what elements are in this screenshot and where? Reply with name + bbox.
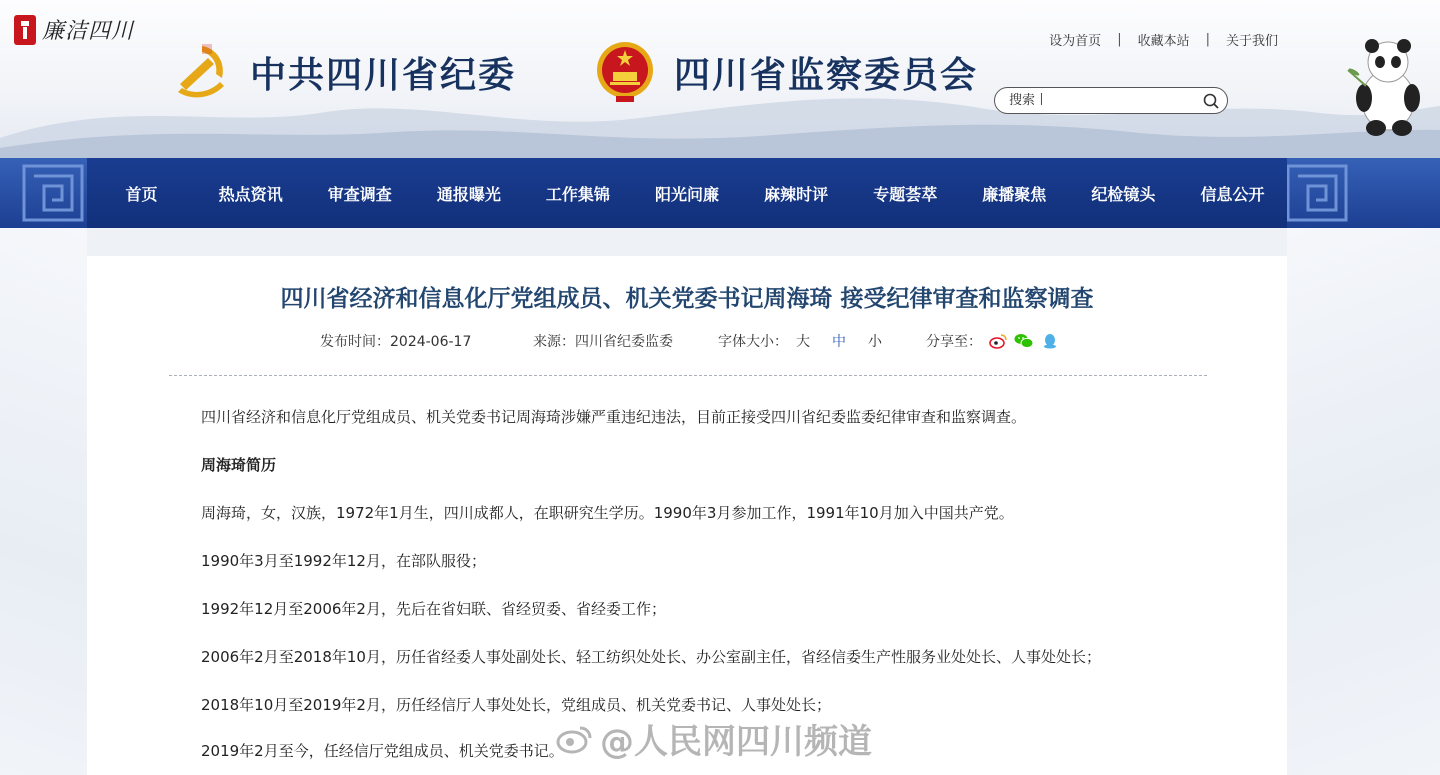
nav-item-sunshine[interactable]: 阳光问廉 (655, 184, 720, 204)
font-size-large[interactable]: 大 (796, 334, 810, 350)
nav-item-exposure[interactable]: 通报曝光 (436, 184, 501, 204)
link-divider: | (1117, 32, 1122, 47)
nav-item-hot-news[interactable]: 热点资讯 (218, 184, 283, 204)
qq-icon[interactable] (1040, 331, 1060, 351)
article-title: 四川省经济和信息化厅党组成员、机关党委书记周海琦 接受纪律审查和监察调查 (280, 286, 1094, 312)
org-supervise-block (594, 40, 978, 104)
share-label: 分享至： (926, 334, 982, 350)
main-nav (0, 158, 1440, 228)
article-meta (320, 331, 1066, 351)
nav-item-topics[interactable]: 专题荟萃 (873, 184, 938, 204)
fret-pattern-icon (1286, 164, 1348, 222)
article-panel (87, 256, 1287, 775)
resume-paragraph: 2019年2月至今，任经信厅党组成员、机关党委书记。 (201, 742, 564, 760)
link-divider: | (1205, 32, 1210, 47)
search-box (994, 87, 1228, 114)
fret-pattern-icon (22, 164, 84, 222)
bookmark-link[interactable]: 收藏本站 (1137, 34, 1190, 49)
font-size-medium[interactable]: 中 (832, 334, 846, 350)
top-links (1049, 30, 1278, 49)
org-party-name: 中共四川省纪委 (250, 54, 517, 96)
article-source: 来源：四川省纪委监委 (533, 334, 673, 350)
party-emblem-icon (172, 40, 232, 104)
watermark (556, 714, 872, 763)
resume-paragraph: 1992年12月至2006年2月，先后在省妇联、省经贸委、省经委工作； (201, 600, 666, 618)
nav-bar (87, 158, 1287, 228)
site-header (0, 0, 1440, 158)
resume-paragraph: 2018年10月至2019年2月，历任经信厅人事处处长，党组成员、机关党委书记、人事处处长； (201, 696, 831, 714)
panda-icon (1346, 30, 1426, 140)
nav-item-disclosure[interactable]: 信息公开 (1200, 184, 1265, 204)
wechat-icon[interactable] (1014, 331, 1034, 351)
resume-paragraph: 1990年3月至1992年12月，在部队服役； (201, 552, 486, 570)
side-background (1287, 228, 1440, 775)
about-us-link[interactable]: 关于我们 (1225, 34, 1278, 49)
font-size-small[interactable]: 小 (868, 334, 882, 350)
site-logo-text: 廉洁四川 (42, 19, 135, 44)
seal-icon (14, 15, 36, 45)
meta-divider (169, 375, 1207, 376)
nav-item-broadcast[interactable]: 廉播聚焦 (982, 184, 1047, 204)
font-size-label: 字体大小： (718, 334, 788, 350)
search-icon[interactable] (1203, 93, 1219, 109)
nav-item-commentary[interactable]: 麻辣时评 (764, 184, 829, 204)
search-input[interactable] (1009, 93, 1203, 108)
resume-heading: 周海琦简历 (201, 456, 277, 474)
site-logo[interactable] (14, 14, 134, 45)
set-homepage-link[interactable]: 设为首页 (1049, 34, 1102, 49)
nav-item-investigation[interactable]: 审查调查 (327, 184, 392, 204)
weibo-watermark-icon (556, 724, 592, 754)
nav-item-work-collection[interactable]: 工作集锦 (545, 184, 610, 204)
publish-time: 发布时间：2024-06-17 (320, 334, 472, 350)
weibo-icon[interactable] (988, 331, 1008, 351)
resume-paragraph: 周海琦，女，汉族，1972年1月生，四川成都人，在职研究生学历。1990年3月参加工作，1991年10月加入中国共产党。 (201, 504, 1014, 522)
watermark-text: @人民网四川频道 (600, 722, 872, 762)
national-emblem-icon (594, 40, 656, 104)
nav-item-camera[interactable]: 纪检镜头 (1091, 184, 1156, 204)
nav-item-home[interactable]: 首页 (125, 184, 158, 204)
side-background (0, 228, 87, 775)
resume-paragraph: 2006年2月至2018年10月，历任省经委人事处副处长、轻工纺织处处长、办公室副主任，省经信委生产性服务业处处长、人事处处长； (201, 648, 1101, 666)
lead-paragraph: 四川省经济和信息化厅党组成员、机关党委书记周海琦涉嫌严重违纪违法，目前正接受四川省纪委监委纪律审查和监察调查。 (201, 408, 1027, 426)
org-supervise-name: 四川省监察委员会 (674, 54, 979, 96)
org-party-block (172, 40, 516, 104)
